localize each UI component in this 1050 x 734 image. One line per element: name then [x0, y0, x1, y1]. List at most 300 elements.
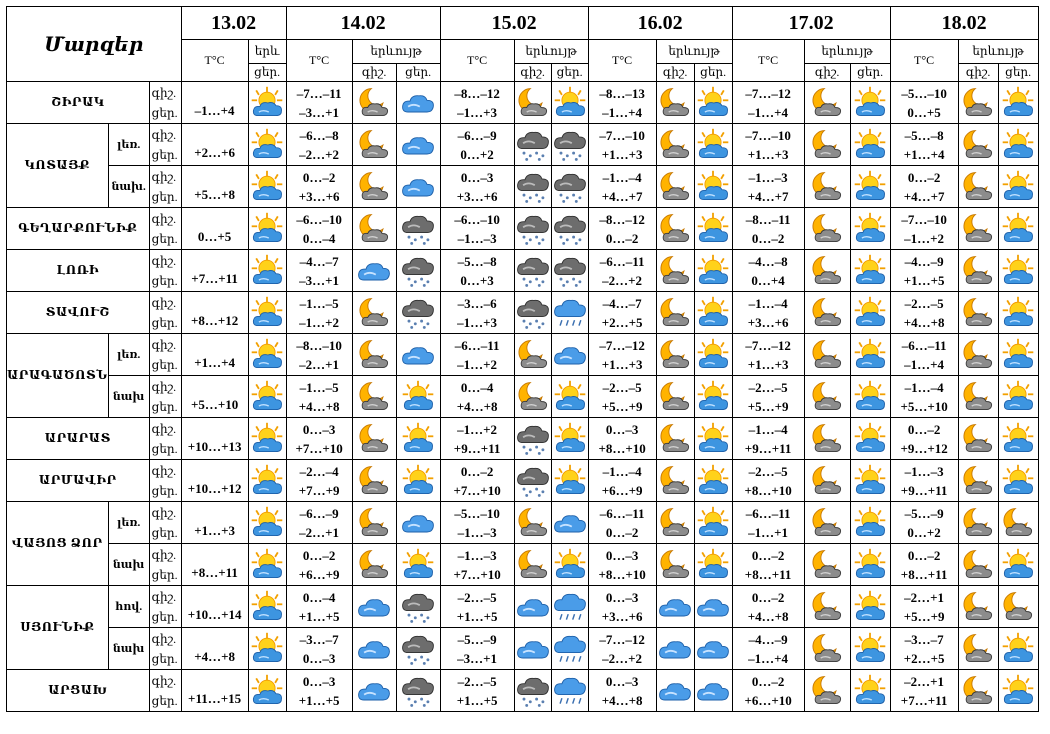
period-labels [149, 82, 181, 124]
weather-icon-cell [352, 82, 396, 124]
weather-icon-cell [958, 166, 998, 208]
weather-icon-cell [551, 418, 588, 460]
cloud-icon [657, 673, 694, 709]
weather-icon-cell [804, 670, 850, 712]
night-temperature: –7…–10 [745, 127, 791, 143]
day-temperature: +3…+6 [601, 608, 643, 624]
sun-cloud-icon [249, 85, 286, 121]
temperature-cell [440, 586, 514, 628]
night-temperature: –5…–9 [457, 631, 497, 647]
weather-icon-cell [958, 628, 998, 670]
weather-icon-cell [694, 208, 732, 250]
weather-icon-cell [850, 586, 890, 628]
moon-cloud-icon [353, 505, 396, 541]
moon-cloud-icon [805, 547, 850, 583]
day-temperature: +5…+9 [601, 398, 643, 414]
weather-icon-cell [850, 292, 890, 334]
day-temperature: +4…+7 [747, 188, 789, 204]
night-subheader: գիշ. [352, 64, 396, 82]
weather-icon-cell [694, 628, 732, 670]
temperature-cell [732, 250, 804, 292]
weather-icon-cell [850, 502, 890, 544]
day-temperature: +4…+8 [456, 398, 498, 414]
day-temperature: +7…+10 [295, 440, 343, 456]
weather-icon-cell [551, 376, 588, 418]
period-labels [149, 124, 181, 166]
night-temperature: –1…–4 [748, 295, 788, 311]
weather-icon-cell [248, 82, 286, 124]
cloud-icon [397, 127, 440, 163]
temperature-cell [732, 124, 804, 166]
day-temperature: +1…+5 [903, 272, 945, 288]
weather-icon-cell [694, 250, 732, 292]
weather-icon-cell [551, 502, 588, 544]
weather-icon-cell [656, 124, 694, 166]
weather-icon-cell [396, 460, 440, 502]
temperature-cell [890, 82, 958, 124]
sun-cloud-icon [999, 631, 1038, 667]
weather-icon-cell [514, 166, 551, 208]
temperature-cell [588, 166, 656, 208]
weather-icon-cell [248, 208, 286, 250]
temperature-cell [732, 208, 804, 250]
weather-icon-cell [514, 376, 551, 418]
moon-cloud-icon [515, 547, 551, 583]
temperature-cell [440, 292, 514, 334]
weather-icon-cell [958, 124, 998, 166]
temperature-cell [286, 124, 352, 166]
temp-header: T°C [732, 40, 804, 82]
temperature-cell [890, 670, 958, 712]
night-temperature: –1…–5 [299, 379, 339, 395]
moon-cloud-icon [959, 253, 998, 289]
day-temperature: 0…–2 [605, 524, 639, 540]
temperature-cell [286, 586, 352, 628]
sun-cloud-icon [249, 127, 286, 163]
day-temperature: +1…+5 [456, 608, 498, 624]
sun-cloud-icon [552, 421, 588, 457]
weather-icon-cell [850, 670, 890, 712]
moon-cloud-icon [515, 85, 551, 121]
temperature-cell [588, 334, 656, 376]
weather-icon-cell [804, 460, 850, 502]
night-temperature: –6…–11 [901, 337, 947, 353]
sun-cloud-icon [851, 589, 890, 625]
temperature-cell [286, 376, 352, 418]
weather-icon-cell [998, 250, 1038, 292]
sun-cloud-icon [249, 547, 286, 583]
sun-cloud-icon [851, 505, 890, 541]
day-temperature: +1…+3 [601, 146, 643, 162]
day-label: ցեր. [151, 441, 178, 456]
night-temperature: 0…–3 [302, 673, 336, 689]
temperature-cell [732, 460, 804, 502]
weather-icon-cell [998, 376, 1038, 418]
day-temperature: 0…–2 [605, 230, 639, 246]
temperature-cell [890, 376, 958, 418]
day-temperature: +8…+11 [744, 566, 792, 582]
weather-icon-cell [396, 82, 440, 124]
night-subheader: գիշ. [958, 64, 998, 82]
temperature-cell [588, 250, 656, 292]
moon-cloud-icon [959, 463, 998, 499]
sun-cloud-icon [695, 547, 732, 583]
moon-cloud-icon [805, 379, 850, 415]
day-temperature: –2…+2 [602, 650, 643, 666]
moon-cloud-icon [805, 505, 850, 541]
subregion-name: լեռ. [108, 334, 149, 376]
period-labels [149, 292, 181, 334]
sun-cloud-icon [999, 127, 1038, 163]
temperature-cell [890, 418, 958, 460]
date-header: 13.02 [181, 7, 286, 40]
weather-icon-cell [804, 124, 850, 166]
sun-cloud-icon [999, 253, 1038, 289]
snow-cloud-icon [397, 673, 440, 709]
snow-cloud-icon [397, 589, 440, 625]
temperature-cell [588, 502, 656, 544]
sun-cloud-icon [695, 295, 732, 331]
night-temperature: –6…–11 [454, 337, 500, 353]
day-temperature: +1…+3 [194, 523, 236, 538]
temperature-cell [890, 628, 958, 670]
day-temperature: –3…+1 [457, 650, 498, 666]
night-label: գիշ. [151, 673, 177, 688]
region-name: ԳԵՂԱՐՔՈՒՆԻՔ [7, 208, 150, 250]
temperature-cell [732, 544, 804, 586]
weather-icon-cell [551, 124, 588, 166]
weather-icon-cell [958, 82, 998, 124]
night-temperature: –4…–8 [748, 253, 788, 269]
weather-icon-cell [694, 166, 732, 208]
day-label: ցեր. [151, 273, 178, 288]
night-temperature: –5…–10 [454, 505, 500, 521]
weather-icon-cell [958, 502, 998, 544]
day-temperature: +2…+5 [903, 650, 945, 666]
period-labels [149, 586, 181, 628]
temperature-cell [181, 376, 248, 418]
subregion-name: լեռ. [108, 502, 149, 544]
day-temperature: 0…+2 [460, 146, 494, 162]
day-temperature: +6…+9 [601, 482, 643, 498]
moon-cloud-icon [353, 127, 396, 163]
sun-cloud-icon [552, 379, 588, 415]
temperature-cell [181, 460, 248, 502]
moon-cloud-icon [353, 547, 396, 583]
night-label: գիշ. [151, 295, 177, 310]
temperature-cell [588, 292, 656, 334]
night-temperature: 0…–2 [460, 463, 494, 479]
night-temperature: 0…–3 [605, 547, 639, 563]
sun-cloud-icon [695, 379, 732, 415]
day-temperature: –1…+4 [748, 650, 789, 666]
night-temperature: 0…–4 [302, 589, 336, 605]
day-temperature: –1…+4 [602, 104, 643, 120]
temperature-cell [588, 670, 656, 712]
temp-header: T°C [440, 40, 514, 82]
region-row [7, 418, 1039, 460]
weather-icon-cell [551, 628, 588, 670]
weather-icon-cell [352, 628, 396, 670]
day-temperature: +8…+12 [190, 313, 239, 328]
weather-icon-cell [958, 418, 998, 460]
night-temperature: 0…–4 [460, 379, 494, 395]
temperature-cell [181, 334, 248, 376]
sun-cloud-icon [851, 295, 890, 331]
temperature-cell [440, 124, 514, 166]
night-temperature: –4…–7 [299, 253, 339, 269]
cloud-icon [397, 85, 440, 121]
night-temperature: –7…–10 [599, 127, 645, 143]
region-row [7, 670, 1039, 712]
weather-icon-cell [998, 586, 1038, 628]
night-temperature: –2…+1 [904, 673, 945, 689]
forecast-table [6, 6, 1039, 712]
temperature-cell [732, 586, 804, 628]
weather-icon-cell [694, 418, 732, 460]
day-subheader: ցեր. [998, 64, 1038, 82]
snow-cloud-icon [397, 253, 440, 289]
cloud-icon [353, 253, 396, 289]
day-temperature: –1…–3 [457, 230, 497, 246]
weather-icon-cell [850, 376, 890, 418]
temperature-cell [286, 544, 352, 586]
temperature-cell [588, 586, 656, 628]
event-header: երևույթ [804, 40, 890, 64]
night-temperature: –6…–11 [599, 253, 645, 269]
day-temperature: +5…+10 [190, 397, 239, 412]
sun-cloud-icon [999, 463, 1038, 499]
weather-icon-cell [551, 166, 588, 208]
sun-cloud-icon [695, 169, 732, 205]
weather-icon-cell [551, 334, 588, 376]
weather-icon-cell [396, 292, 440, 334]
temperature-cell [588, 544, 656, 586]
night-temperature: –2…+1 [904, 589, 945, 605]
day-temperature: –1…+2 [457, 356, 498, 372]
day-temperature: +7…+9 [298, 482, 340, 498]
night-label: գիշ. [151, 253, 177, 268]
night-temperature: –3…–7 [904, 631, 944, 647]
subregion-name: լեռ. [108, 124, 149, 166]
weather-icon-cell [958, 586, 998, 628]
moon-cloud-icon [959, 505, 998, 541]
night-temperature: –2…–5 [457, 673, 497, 689]
weather-icon-cell [352, 544, 396, 586]
weather-icon-cell [656, 376, 694, 418]
sun-cloud-icon [999, 547, 1038, 583]
day-label: ցեր. [151, 693, 178, 708]
weather-icon-cell [850, 628, 890, 670]
weather-icon-cell [248, 250, 286, 292]
period-labels [149, 670, 181, 712]
temperature-cell [286, 502, 352, 544]
day-temperature: –2…+2 [299, 146, 340, 162]
weather-icon-cell [551, 544, 588, 586]
day-temperature: –1…+2 [299, 314, 340, 330]
moon-cloud-icon [805, 211, 850, 247]
weather-icon-cell [656, 418, 694, 460]
weather-icon-cell [514, 586, 551, 628]
weather-icon-cell [998, 166, 1038, 208]
weather-icon-cell [656, 292, 694, 334]
weather-icon-cell [656, 166, 694, 208]
night-temperature: –8…–13 [599, 85, 645, 101]
weather-icon-cell [694, 544, 732, 586]
weather-icon-cell [514, 544, 551, 586]
night-temperature: –1…–4 [602, 169, 642, 185]
snow-cloud-icon [552, 211, 588, 247]
weather-icon-cell [804, 502, 850, 544]
night-temperature: –2…–5 [904, 295, 944, 311]
day-label: ցեր. [151, 189, 178, 204]
moon-cloud-icon [657, 85, 694, 121]
moon-cloud-icon [805, 673, 850, 709]
day-temperature: +5…+8 [194, 187, 236, 202]
night-temperature: –1…–4 [748, 421, 788, 437]
region-name: ՇԻՐԱԿ [7, 82, 150, 124]
day-label: ցեր. [151, 609, 178, 624]
weather-icon-cell [804, 208, 850, 250]
weather-icon-cell [396, 376, 440, 418]
day-label: ցեր. [151, 147, 178, 162]
snow-cloud-icon [515, 295, 551, 331]
weather-icon-cell [396, 166, 440, 208]
region-row [7, 250, 1039, 292]
sun-cloud-icon [851, 127, 890, 163]
sun-cloud-icon [249, 505, 286, 541]
weather-icon-cell [804, 82, 850, 124]
snow-cloud-icon [515, 463, 551, 499]
night-temperature: 0…–3 [302, 421, 336, 437]
temperature-cell [181, 250, 248, 292]
day-temperature: +8…+10 [744, 482, 792, 498]
date-header: 15.02 [440, 7, 588, 40]
weather-icon-cell [352, 670, 396, 712]
temperature-cell [732, 502, 804, 544]
sun-cloud-icon [552, 85, 588, 121]
day-temperature: +1…+3 [747, 146, 789, 162]
night-label: գիշ. [151, 337, 177, 352]
moon-cloud-icon [805, 589, 850, 625]
night-temperature: –7…–12 [745, 337, 791, 353]
temperature-cell [181, 502, 248, 544]
sun-cloud-icon [851, 337, 890, 373]
region-row [7, 292, 1039, 334]
sun-cloud-icon [851, 631, 890, 667]
weather-icon-cell [958, 208, 998, 250]
weather-icon-cell [352, 208, 396, 250]
day-temperature: –1…+3 [457, 104, 498, 120]
sun-cloud-icon [552, 547, 588, 583]
weather-icon-cell [248, 628, 286, 670]
day-temperature: +10…+14 [187, 607, 242, 622]
weather-icon-cell [248, 376, 286, 418]
moon-cloud-icon [959, 85, 998, 121]
temperature-cell [732, 418, 804, 460]
weather-icon-cell [998, 670, 1038, 712]
temp-header: T°C [588, 40, 656, 82]
weather-icon-cell [352, 376, 396, 418]
temperature-cell [890, 544, 958, 586]
night-label: գիշ. [151, 505, 177, 520]
night-temperature: –2…–5 [748, 379, 788, 395]
night-temperature: –7…–11 [296, 85, 342, 101]
night-temperature: 0…–2 [907, 421, 941, 437]
night-temperature: –6…–10 [454, 211, 500, 227]
weather-icon-cell [656, 250, 694, 292]
night-temperature: –6…–10 [296, 211, 342, 227]
night-temperature: –6…–11 [599, 505, 645, 521]
day-label: ցեր. [151, 231, 178, 246]
weather-icon-cell [850, 460, 890, 502]
day-temperature: +4…+8 [903, 314, 945, 330]
weather-icon-cell [694, 586, 732, 628]
day-temperature: +4…+7 [601, 188, 643, 204]
region-name: ԱՐՄԱՎԻՐ [7, 460, 150, 502]
day-temperature: +7…+11 [191, 271, 238, 286]
temperature-cell [890, 208, 958, 250]
day-temperature: –1…+4 [748, 104, 789, 120]
temp-header: T°C [890, 40, 958, 82]
snow-cloud-icon [515, 127, 551, 163]
day-temperature: +1…+4 [194, 355, 236, 370]
cloud-icon [657, 631, 694, 667]
weather-icon-cell [850, 250, 890, 292]
temperature-cell [890, 460, 958, 502]
period-labels [149, 502, 181, 544]
snow-cloud-icon [397, 295, 440, 331]
temperature-cell [286, 670, 352, 712]
night-temperature: 0…–2 [751, 547, 785, 563]
sun-cloud-icon [695, 127, 732, 163]
weather-icon-cell [248, 502, 286, 544]
day-temperature: +4…+7 [903, 188, 945, 204]
event-header: երևույթ [958, 40, 1038, 64]
weather-icon-cell [551, 292, 588, 334]
region-name: ԱՐԱԳԱԾՈՏՆ [7, 334, 109, 418]
sun-cloud-icon [552, 463, 588, 499]
weather-icon-cell [998, 292, 1038, 334]
sun-cloud-icon [695, 211, 732, 247]
cloud-icon [695, 589, 732, 625]
moon-cloud-icon [657, 169, 694, 205]
snow-cloud-icon [397, 211, 440, 247]
sun-cloud-icon [397, 421, 440, 457]
rain-cloud-icon [552, 631, 588, 667]
day-temperature: +6…+10 [744, 692, 792, 708]
temperature-cell [181, 124, 248, 166]
snow-cloud-icon [515, 421, 551, 457]
cloud-icon [397, 169, 440, 205]
sun-cloud-icon [999, 379, 1038, 415]
weather-icon-cell [248, 418, 286, 460]
temperature-cell [286, 292, 352, 334]
weather-icon-cell [396, 208, 440, 250]
weather-icon-cell [998, 418, 1038, 460]
weather-icon-cell [514, 418, 551, 460]
night-temperature: 0…–3 [460, 169, 494, 185]
moon-cloud-icon [805, 127, 850, 163]
temperature-cell [890, 586, 958, 628]
sun-cloud-icon [249, 631, 286, 667]
weather-icon-cell [850, 208, 890, 250]
night-label: գիշ. [151, 463, 177, 478]
day-temperature: +8…+11 [191, 565, 238, 580]
weather-icon-cell [514, 292, 551, 334]
subregion-name: նախ. [108, 166, 149, 208]
night-temperature: –5…–8 [457, 253, 497, 269]
